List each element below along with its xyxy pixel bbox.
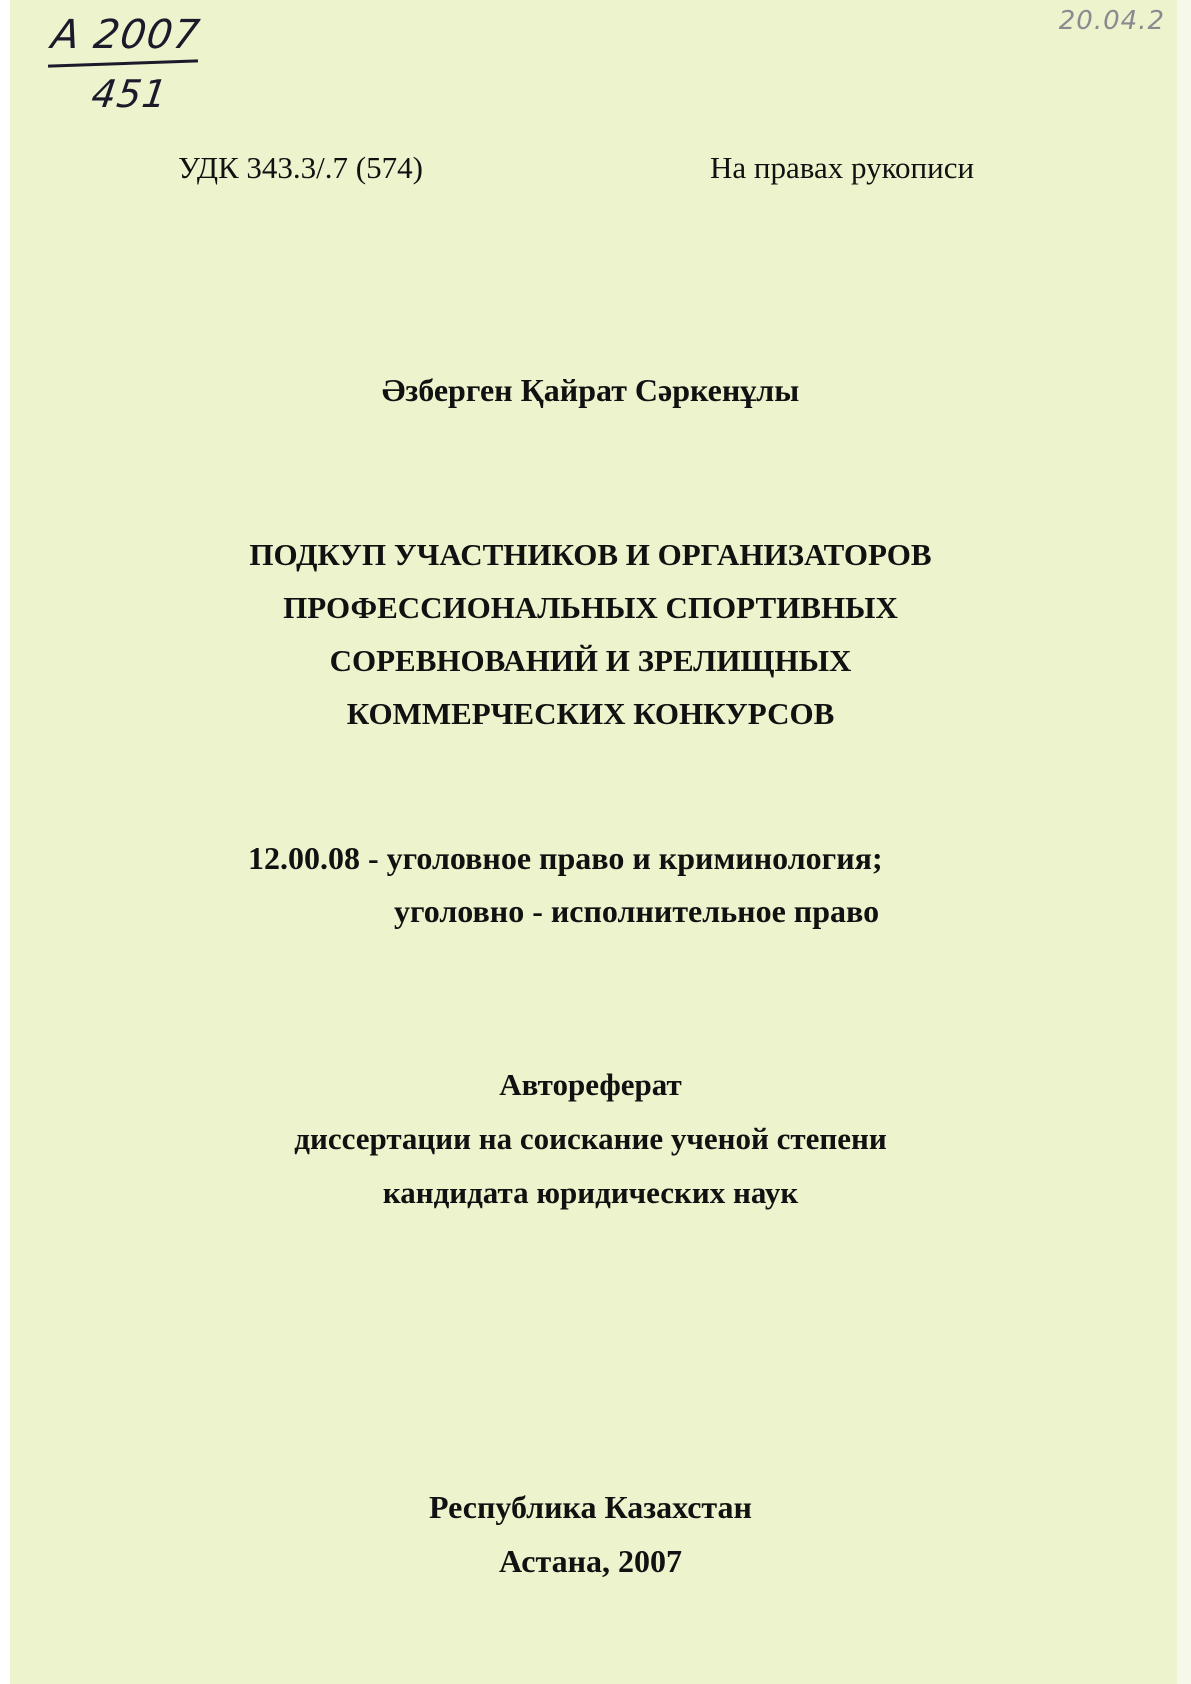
handwritten-underline xyxy=(48,59,198,67)
udc-code: УДК 343.3/.7 (574) xyxy=(178,150,423,185)
dissertation-title xyxy=(10,528,1171,740)
author-name: Әзберген Қайрат Сәркенұлы xyxy=(381,372,800,408)
specialty-continuation-line: уголовно - исполнительное право xyxy=(394,893,880,929)
handwritten-call-number-top: А 2007 xyxy=(48,12,204,58)
abstract-line: кандидата юридических наук xyxy=(382,1175,799,1210)
country: Республика Казахстан xyxy=(429,1489,752,1525)
abstract-heading: Автореферат xyxy=(499,1067,682,1102)
city-and-year: Астана, 2007 xyxy=(498,1543,683,1579)
document-page xyxy=(10,0,1191,1684)
manuscript-rights-note: На правах рукописи xyxy=(710,150,975,185)
handwritten-call-number-bottom: 451 xyxy=(88,72,171,116)
title-line: СОРЕВНОВАНИЙ И ЗРЕЛИЩНЫХ xyxy=(329,643,852,678)
title-line: ПОДКУП УЧАСТНИКОВ И ОРГАНИЗАТОРОВ xyxy=(249,537,932,572)
publication-place xyxy=(10,1480,1171,1588)
handwritten-date-note: 20.04.2 xyxy=(1058,6,1165,36)
specialty-code-line: 12.00.08 - уголовное право и криминология; xyxy=(248,840,883,876)
page-edge xyxy=(1177,0,1191,1684)
title-line: КОММЕРЧЕСКИХ КОНКУРСОВ xyxy=(346,696,835,731)
abstract-description xyxy=(10,1058,1171,1220)
title-line: ПРОФЕССИОНАЛЬНЫХ СПОРТИВНЫХ xyxy=(283,590,898,625)
abstract-line: диссертации на соискание ученой степени xyxy=(294,1121,887,1156)
